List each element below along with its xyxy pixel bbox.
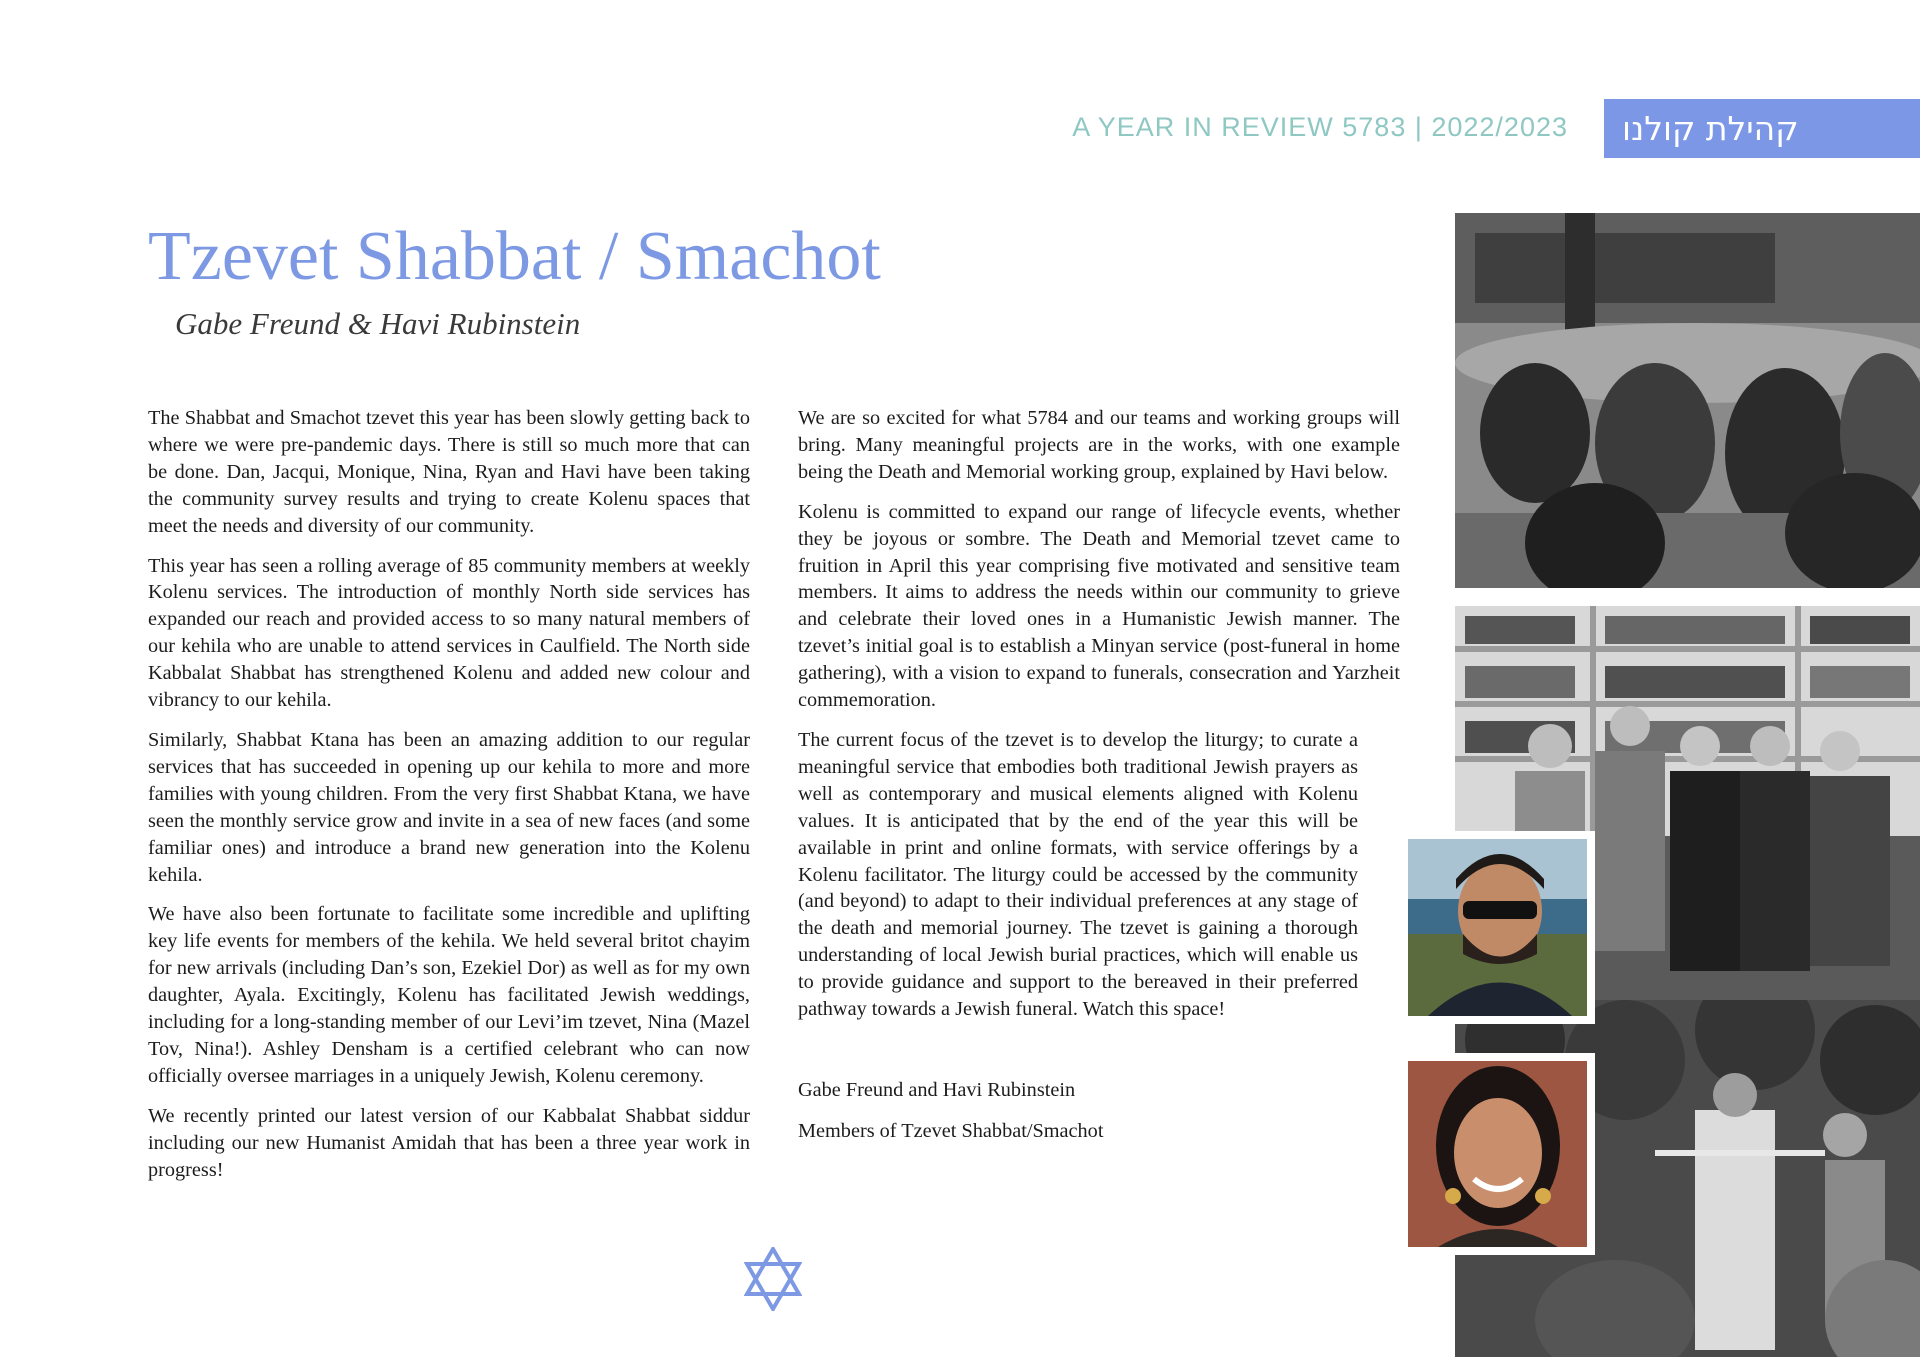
- right-text-column: [798, 405, 1400, 1158]
- paragraph: The current focus of the tzevet is to develop the liturgy; to curate a meaningful service that embodies both traditional Jewish prayers as well as contemporary and musical elements aligned with Kolenu values. It is anticipated that by the end of the year this will be available in print and online formats, with service offerings by a Kolenu facilitator. The liturgy could be accessed by the community (and beyond) to adapt to their individual preferences at any stage of the death and memorial journey. The tzevet is gaining a thorough understanding of local Jewish burial practices, which will enable us to provide guidance and support to the bereaved in their preferred pathway towards a Jewish funeral. Watch this space!: [798, 728, 1358, 1021]
- paragraph: We have also been fortunate to facilitate some incredible and uplifting key life events for members of the kehila. We held several britot chayim for new arrivals (including Dan’s son, Ezekiel Dor) as well as for my own daughter, Ayala. Excitingly, Kolenu has facilitated Jewish weddings, including for a long-standing member of our Levi’im tzevet, Nina (Mazel Tov, Nina!). Ashley Densham is a certified celebrant who can now officially oversee marriages in a uniquely Jewish, Kolenu ceremony.: [148, 903, 750, 1087]
- signature-names: Gabe Freund and Havi Rubinstein: [798, 1078, 1076, 1101]
- left-text-column: [148, 405, 750, 1196]
- star-of-david-icon: [744, 1247, 802, 1311]
- inset-portrait-frame: [1400, 1053, 1595, 1255]
- paragraph: Kolenu is committed to expand our range of lifecycle events, whether they be joyous or sombre. The Death and Memorial tzevet came to fruition in April this year comprising five motivated and sensitive team members. It aims to address the needs within our community to grieve and celebrate their loved ones in a Humanistic Jewish manner. The tzevet’s initial goal is to establish a Minyan service (post-funeral in home gathering), with a vision to expand to funerals, consecration and Yarzheit commemoration.: [798, 500, 1400, 712]
- badge-text: קהילת קולנו: [1622, 109, 1799, 148]
- paragraph: This year has seen a rolling average of 85 community members at weekly Kolenu services. The introduction of monthly North side services has expanded our reach and provided access to so many natural members of our kehila who are unable to attend services in Caulfield. The North side Kabbalat Shabbat has strengthened Kolenu and added new colour and vibrancy to our kehila.: [148, 554, 750, 712]
- paragraph: The Shabbat and Smachot tzevet this year has been slowly getting back to where we were pre-pandemic days. There is still so much more that can be done. Dan, Jacqui, Monique, Nina, Ryan and Havi have been taking the community survey results and trying to create Kolenu spaces that meet the needs and diversity of our community.: [148, 407, 750, 537]
- paragraph: We recently printed our latest version of our Kabbalat Shabbat siddur including our new Humanist Amidah that has been a three year work in progress!: [148, 1104, 750, 1181]
- portrait-woman-smiling-photo: [1408, 1061, 1587, 1247]
- page-title: Tzevet Shabbat / Smachot: [148, 218, 881, 295]
- portrait-man-sunglasses-photo: [1408, 839, 1587, 1016]
- kehilat-kolenu-badge: [1604, 99, 1920, 158]
- dancing-circle-photo: [1455, 213, 1920, 588]
- signature-role: Members of Tzevet Shabbat/Smachot: [798, 1119, 1104, 1142]
- paragraph: Similarly, Shabbat Ktana has been an amazing addition to our regular services that has succeeded in opening up our kehila to more and more families with young children. From the very first Shabbat Ktana, we have seen the monthly service grow and invite in a sea of new faces (and some familiar ones) and introduce a brand new generation into the Kolenu kehila.: [148, 728, 750, 886]
- year-in-review-heading: A YEAR IN REVIEW 5783 | 2022/2023: [1072, 112, 1568, 142]
- paragraph: We are so excited for what 5784 and our teams and working groups will bring. Many meaningful projects are in the works, with one example being the Death and Memorial working group, explained by Havi below.: [798, 407, 1400, 483]
- page-subtitle: Gabe Freund & Havi Rubinstein: [175, 306, 581, 341]
- inset-portrait-frame: [1400, 831, 1595, 1024]
